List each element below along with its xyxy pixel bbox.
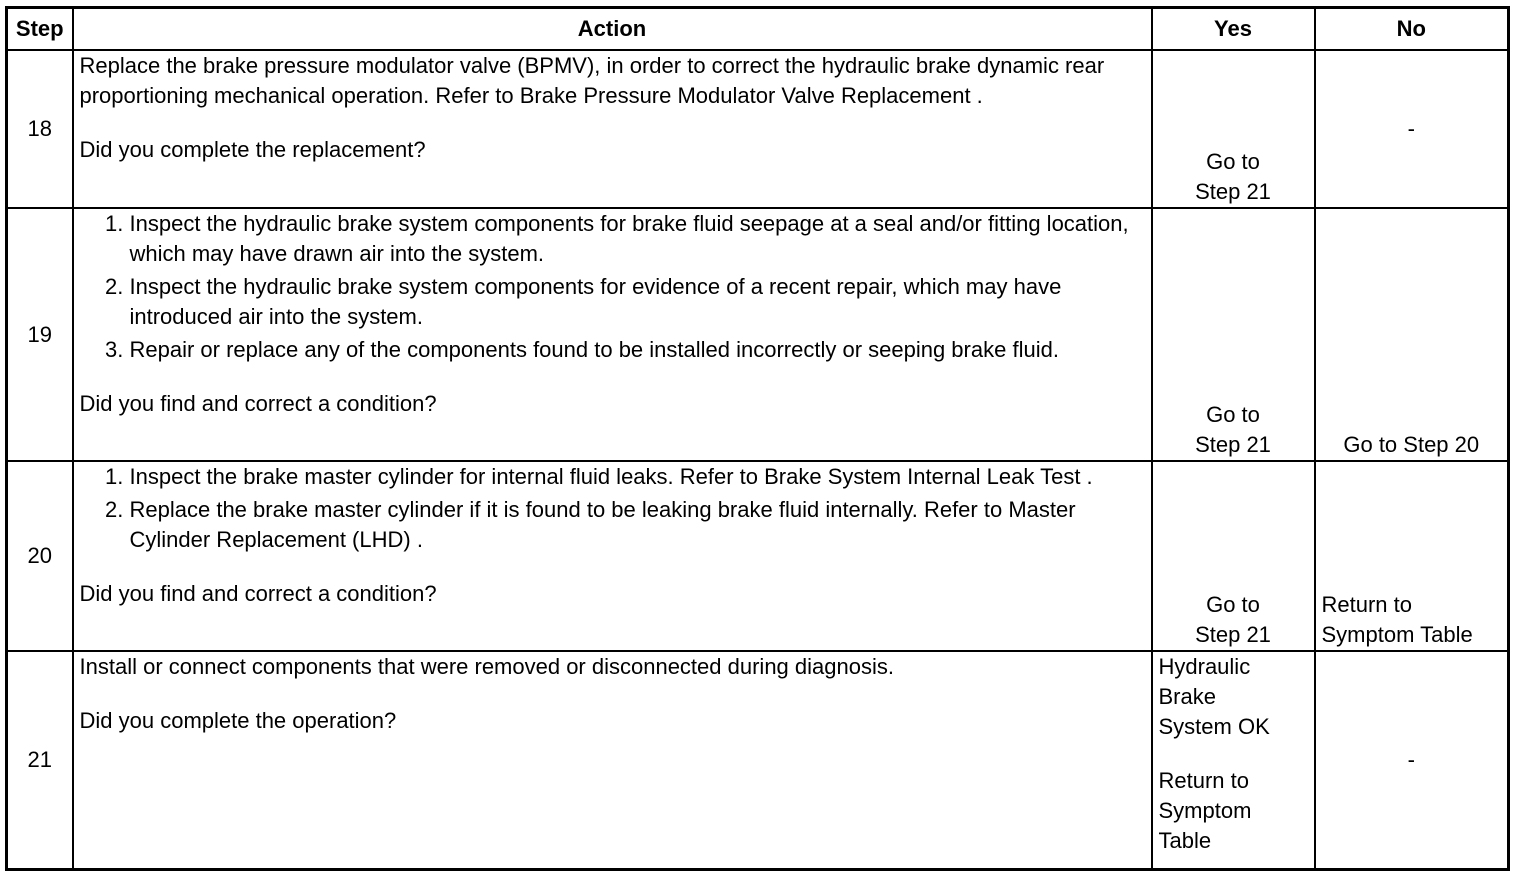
spacer bbox=[1159, 742, 1308, 766]
action-step-item: 3. Repair or replace any of the components found to be installed incorrectly or seeping brake fluid. bbox=[130, 335, 1145, 365]
action-question: Did you complete the operation? bbox=[79, 708, 397, 733]
action-step-item: 2. Inspect the hydraulic brake system components for evidence of a recent repair, which may have introduced air into the system. bbox=[130, 272, 1145, 332]
yes-cell bbox=[1152, 50, 1315, 208]
action-step-item: 2. Replace the brake master cylinder if it is found to be leaking brake fluid internally. Refer to Master Cylinder Replacement (LHD) . bbox=[130, 495, 1145, 555]
diagnostic-table bbox=[5, 6, 1510, 871]
yes-step-ref: Step 21 bbox=[1195, 179, 1271, 204]
header-no: No bbox=[1315, 8, 1509, 51]
table-row-step-20 bbox=[7, 461, 1509, 651]
yes-step-ref: Step 21 bbox=[1195, 622, 1271, 647]
step-number: 21 bbox=[7, 651, 73, 869]
yes-outcome-line: Table bbox=[1158, 828, 1212, 853]
step-number: 19 bbox=[7, 208, 73, 461]
action-cell bbox=[73, 208, 1152, 461]
yes-cell bbox=[1152, 461, 1315, 651]
yes-cell bbox=[1152, 651, 1315, 869]
action-cell bbox=[73, 50, 1152, 208]
no-cell bbox=[1315, 651, 1509, 869]
table-row-step-19 bbox=[7, 208, 1509, 461]
header-action: Action bbox=[73, 8, 1152, 51]
no-value: Go to Step 20 bbox=[1343, 432, 1480, 457]
action-cell bbox=[73, 651, 1152, 869]
no-value: - bbox=[1407, 746, 1415, 772]
action-cell bbox=[73, 461, 1152, 651]
step-number: 20 bbox=[7, 461, 73, 651]
yes-go-to: Go to bbox=[1206, 149, 1260, 174]
yes-outcome-line: Return to bbox=[1158, 768, 1249, 793]
action-question: Did you find and correct a condition? bbox=[79, 391, 437, 416]
yes-step-ref: Step 21 bbox=[1195, 432, 1271, 457]
table-row-step-18 bbox=[7, 50, 1509, 208]
yes-outcome-line: System OK bbox=[1158, 714, 1270, 739]
no-cell bbox=[1315, 461, 1509, 651]
action-text: Replace the brake pressure modulator valve (BPMV), in order to correct the hydraulic brake dynamic rear proportioning mechanical operation. Refer to Brake Pressure Modulator Valve Replacement . bbox=[79, 53, 1105, 108]
action-question: Did you find and correct a condition? bbox=[79, 581, 437, 606]
no-value: - bbox=[1407, 116, 1415, 141]
action-step-item: 1. Inspect the brake master cylinder for internal fluid leaks. Refer to Brake System Internal Leak Test . bbox=[130, 462, 1145, 492]
action-step-item: 1. Inspect the hydraulic brake system components for brake fluid seepage at a seal and/or fitting location, which may have drawn air into the system. bbox=[130, 209, 1145, 269]
header-yes: Yes bbox=[1152, 8, 1315, 51]
header-row bbox=[7, 8, 1509, 51]
action-text: Install or connect components that were removed or disconnected during diagnosis. bbox=[79, 654, 894, 679]
action-question: Did you complete the replacement? bbox=[79, 137, 426, 162]
yes-go-to: Go to bbox=[1206, 402, 1260, 427]
yes-go-to: Go to bbox=[1206, 592, 1260, 617]
no-return-to: Return to bbox=[1321, 592, 1412, 617]
yes-outcome-line: Hydraulic bbox=[1158, 654, 1251, 679]
no-cell bbox=[1315, 208, 1509, 461]
action-steps-list bbox=[80, 209, 1145, 365]
no-symptom-table: Symptom Table bbox=[1321, 622, 1473, 647]
action-steps-list bbox=[80, 462, 1145, 555]
step-number: 18 bbox=[7, 50, 73, 208]
header-step: Step bbox=[7, 8, 73, 51]
yes-cell bbox=[1152, 208, 1315, 461]
yes-outcome-line: Symptom bbox=[1158, 798, 1252, 823]
table-row-step-21 bbox=[7, 651, 1509, 869]
yes-outcome-line: Brake bbox=[1158, 684, 1216, 709]
no-cell bbox=[1315, 50, 1509, 208]
